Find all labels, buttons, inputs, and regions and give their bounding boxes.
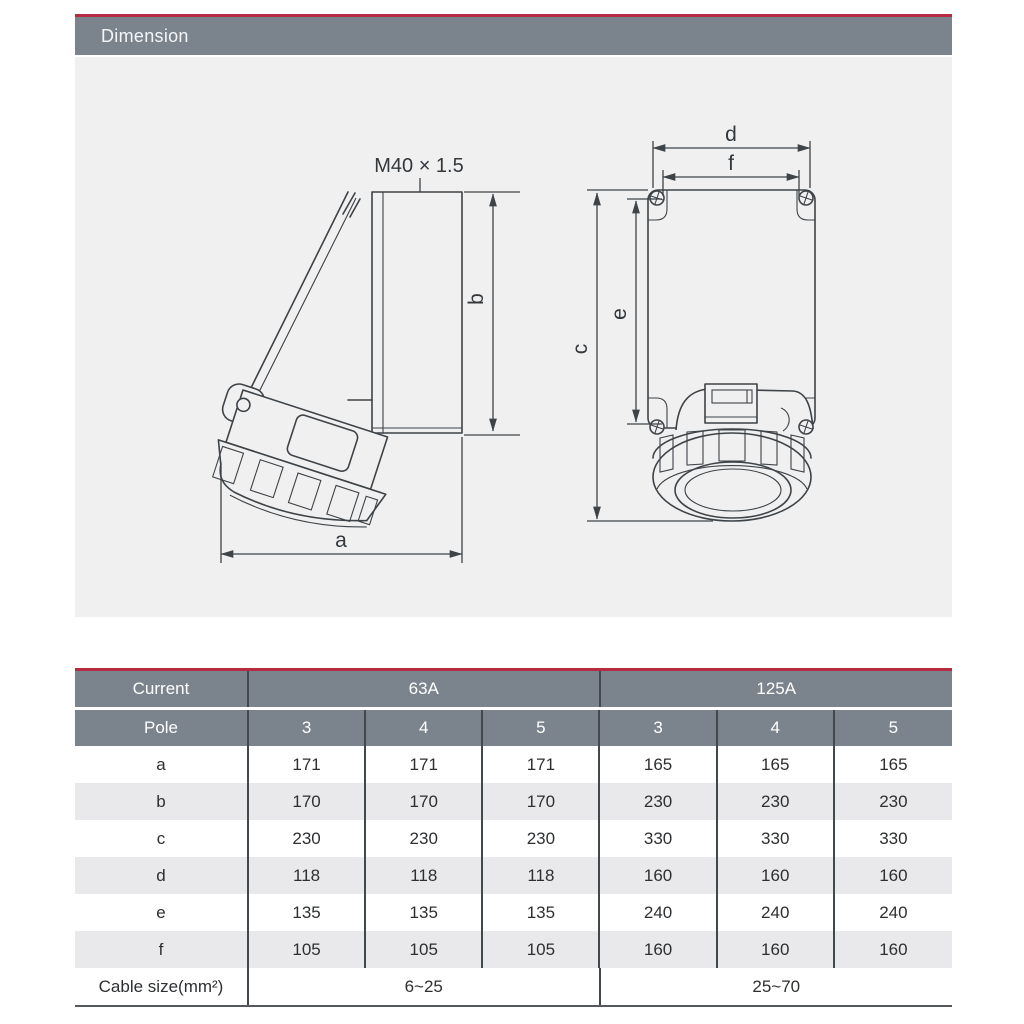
value-cell: 118 bbox=[483, 857, 600, 894]
row-label: e bbox=[75, 894, 249, 931]
value-cell: 135 bbox=[483, 894, 600, 931]
value-cell: 165 bbox=[718, 746, 835, 783]
value-cell: 160 bbox=[718, 857, 835, 894]
table-row-cable-size bbox=[75, 968, 952, 1005]
header-cell: 4 bbox=[718, 710, 835, 746]
value-cell: 170 bbox=[249, 783, 366, 820]
value-cell: 330 bbox=[879, 828, 908, 848]
side-view-drawing bbox=[196, 155, 520, 563]
section-header bbox=[75, 14, 952, 55]
dim-label-b: b bbox=[465, 293, 488, 305]
value-cell: 230 bbox=[600, 783, 717, 820]
value-cell: 330 bbox=[718, 820, 835, 857]
dimension-b bbox=[464, 192, 520, 435]
header-cell: 5 bbox=[835, 710, 952, 746]
header-cell: 3 bbox=[249, 710, 366, 746]
value-cell: 105 bbox=[483, 931, 600, 968]
value-cell: 105 bbox=[249, 931, 366, 968]
value-cell: 230 bbox=[835, 783, 952, 820]
header-cell: Current bbox=[75, 671, 249, 707]
row-label: c bbox=[75, 820, 249, 857]
value-cell: 6~25 bbox=[249, 968, 601, 1005]
table-row-current bbox=[75, 671, 952, 707]
value-cell: 240 bbox=[718, 894, 835, 931]
value-cell: 171 bbox=[483, 746, 600, 783]
value-cell: 118 bbox=[249, 857, 366, 894]
value-cell: 170 bbox=[483, 783, 600, 820]
table-row-b bbox=[75, 783, 952, 820]
table-row-a bbox=[75, 746, 952, 783]
table-bottom-border bbox=[75, 1005, 952, 1007]
value-cell: 165 bbox=[600, 746, 717, 783]
header-cell: Pole bbox=[75, 710, 249, 746]
latch bbox=[705, 384, 757, 423]
value-cell: 330 bbox=[600, 820, 717, 857]
value-cell: 135 bbox=[249, 894, 366, 931]
row-label: b bbox=[75, 783, 249, 820]
value-cell: 230 bbox=[366, 820, 483, 857]
section-title-bar bbox=[75, 17, 952, 55]
table-row-d bbox=[75, 857, 952, 894]
header-cell: 5 bbox=[483, 710, 600, 746]
mounting-box bbox=[372, 192, 462, 433]
header-cell: 125A bbox=[601, 671, 953, 707]
row-label: d bbox=[75, 857, 249, 894]
table-row-c bbox=[75, 820, 952, 857]
dimension-table bbox=[75, 668, 952, 1007]
value-cell: 230 bbox=[483, 820, 600, 857]
table-row-pole bbox=[75, 710, 952, 746]
dimension-drawing-panel bbox=[75, 57, 952, 617]
value-cell: 135 bbox=[366, 894, 483, 931]
row-label: f bbox=[75, 931, 249, 968]
lid-outer-edge bbox=[246, 192, 348, 398]
row-label: a bbox=[75, 746, 249, 783]
value-cell: 160 bbox=[835, 931, 952, 968]
value-cell: 160 bbox=[600, 931, 717, 968]
thread-size-label: M40 × 1.5 bbox=[374, 155, 464, 177]
section-title: Dimension bbox=[101, 25, 189, 46]
row-label: Cable size(mm²) bbox=[75, 968, 249, 1005]
value-cell: 118 bbox=[366, 857, 483, 894]
dim-label-c: c bbox=[569, 343, 592, 355]
value-cell: 240 bbox=[600, 894, 717, 931]
value-cell: 160 bbox=[718, 931, 835, 968]
value-cell: 25~70 bbox=[752, 976, 801, 996]
value-cell: 160 bbox=[835, 857, 952, 894]
value-cell: 165 bbox=[879, 754, 908, 774]
value-cell: 170 bbox=[366, 783, 483, 820]
value-cell: 160 bbox=[600, 857, 717, 894]
header-cell: 3 bbox=[600, 710, 717, 746]
dim-label-d: d bbox=[725, 123, 737, 146]
value-cell: 171 bbox=[249, 746, 366, 783]
dim-label-e: e bbox=[608, 308, 631, 320]
header-cell: 63A bbox=[249, 671, 601, 707]
technical-drawing bbox=[75, 57, 952, 617]
value-cell: 230 bbox=[718, 783, 835, 820]
value-cell: 240 bbox=[879, 902, 908, 922]
value-cell: 230 bbox=[249, 820, 366, 857]
value-cell: 105 bbox=[366, 931, 483, 968]
value-cell: 171 bbox=[366, 746, 483, 783]
dim-label-f: f bbox=[728, 152, 734, 175]
header-cell: 4 bbox=[366, 710, 483, 746]
table-row-e bbox=[75, 894, 952, 931]
dim-label-a: a bbox=[335, 529, 347, 552]
front-view-drawing bbox=[569, 123, 815, 521]
table-row-f bbox=[75, 931, 952, 968]
